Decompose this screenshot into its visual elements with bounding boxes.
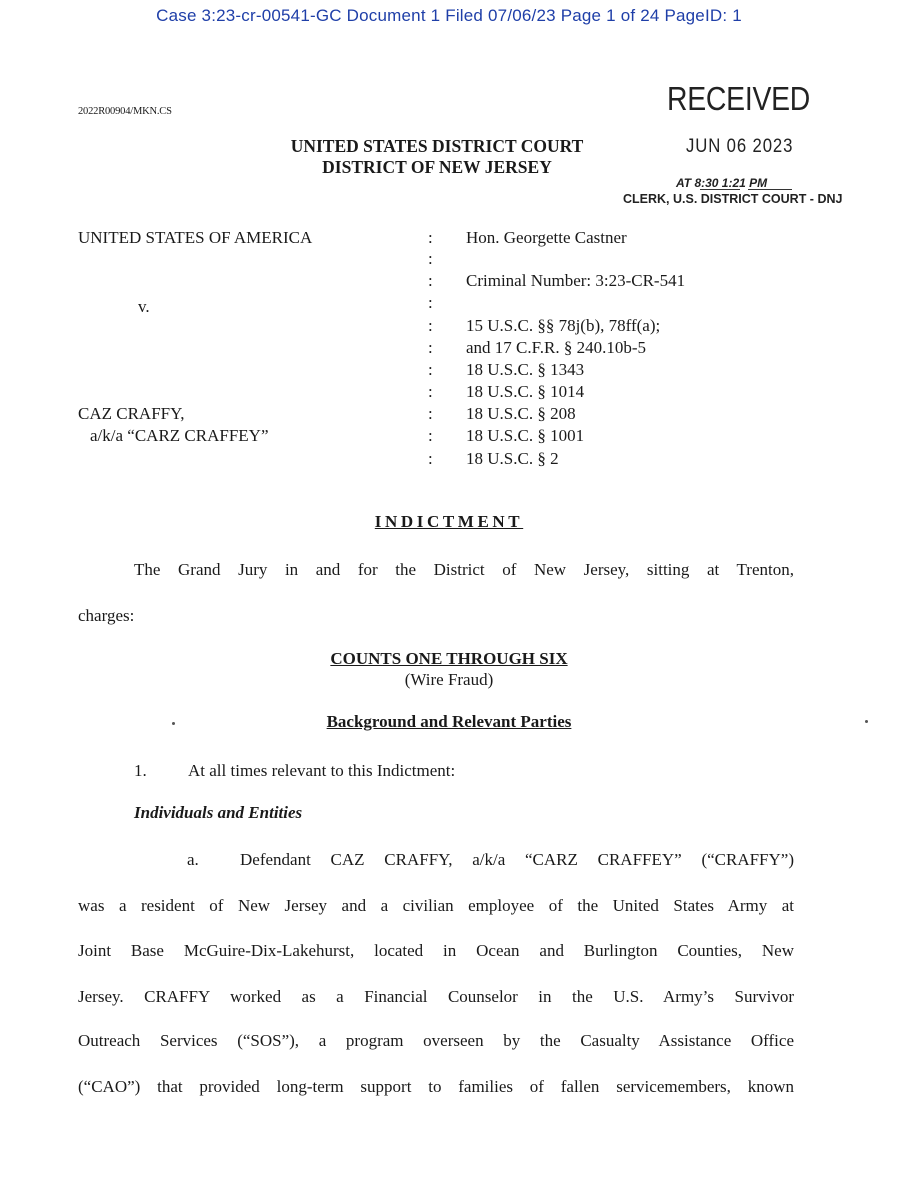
body-line: Joint Base McGuire-Dix-Lakehurst, located in Ocean and Burlington Counties, New: [78, 941, 794, 960]
stamp-time: AT 8:30 1:21 PM: [676, 176, 768, 190]
statute-line: and 17 C.F.R. § 240.10b-5: [466, 338, 646, 357]
caption-colon: :: [428, 360, 433, 379]
defendant-aka: a/k/a “CARZ CRAFFEY”: [90, 426, 269, 445]
statute-line: 15 U.S.C. §§ 78j(b), 78ff(a);: [466, 316, 661, 335]
court-line-1: UNITED STATES DISTRICT COURT: [290, 136, 584, 156]
subparagraph-label: a.: [187, 850, 199, 869]
versus: v.: [138, 297, 150, 316]
body-line: was a resident of New Jersey and a civilian employee of the United States Army at: [78, 896, 794, 915]
statute-line: 18 U.S.C. § 1001: [466, 426, 585, 445]
case-header: Case 3:23-cr-00541-GC Document 1 Filed 07/06/23 Page 1 of 24 PageID: 1: [156, 6, 742, 25]
paragraph-number: 1.: [134, 761, 147, 780]
stamp-underline: [700, 189, 740, 190]
caption-colon: :: [428, 249, 433, 268]
caption-colon: :: [428, 338, 433, 357]
plaintiff-name: UNITED STATES OF AMERICA: [78, 228, 313, 247]
received-stamp: RECEIVED: [667, 80, 811, 117]
background-heading: Background and Relevant Parties: [326, 712, 572, 731]
document-title: INDICTMENT: [374, 512, 524, 531]
statute-line: 18 U.S.C. § 208: [466, 404, 576, 423]
individuals-heading: Individuals and Entities: [134, 803, 303, 822]
caption-colon: :: [428, 316, 433, 335]
statute-line: 18 U.S.C. § 2: [466, 449, 559, 468]
counts-subheading: (Wire Fraud): [404, 670, 494, 689]
intro-line-1: The Grand Jury in and for the District of New Jersey, sitting at Trenton,: [134, 560, 794, 579]
statute-line: 18 U.S.C. § 1343: [466, 360, 585, 379]
caption-colon: :: [428, 293, 433, 312]
defendant-name: CAZ CRAFFY,: [78, 404, 185, 423]
court-name: [252, 136, 622, 178]
body-line: Defendant CAZ CRAFFY, a/k/a “CARZ CRAFFEY” (“CRAFFY”): [240, 850, 794, 869]
counts-heading: COUNTS ONE THROUGH SIX: [330, 649, 568, 668]
caption-colon: :: [428, 382, 433, 401]
caption-colon: :: [428, 228, 433, 247]
court-line-2: DISTRICT OF NEW JERSEY: [322, 157, 552, 177]
statute-line: 18 U.S.C. § 1014: [466, 382, 585, 401]
file-id: 2022R00904/MKN.CS: [78, 106, 172, 117]
caption-colon: :: [428, 271, 433, 290]
caption-colon: :: [428, 426, 433, 445]
criminal-number: Criminal Number: 3:23-CR-541: [466, 271, 686, 290]
body-line: Jersey. CRAFFY worked as a Financial Counselor in the U.S. Army’s Survivor: [78, 987, 794, 1006]
body-line: (“CAO”) that provided long-term support to families of fallen servicemembers, known: [78, 1077, 794, 1096]
intro-line-2: charges:: [78, 606, 135, 625]
caption-colon: :: [428, 449, 433, 468]
caption-colon: :: [428, 404, 433, 423]
paragraph-text: At all times relevant to this Indictment:: [188, 761, 456, 780]
stamp-date: JUN 06 2023: [686, 136, 794, 157]
body-line: Outreach Services (“SOS”), a program overseen by the Casualty Assistance Office: [78, 1031, 794, 1050]
stamp-underline: [748, 189, 792, 190]
stamp-clerk: CLERK, U.S. DISTRICT COURT - DNJ: [623, 192, 843, 206]
judge-name: Hon. Georgette Castner: [466, 228, 627, 247]
